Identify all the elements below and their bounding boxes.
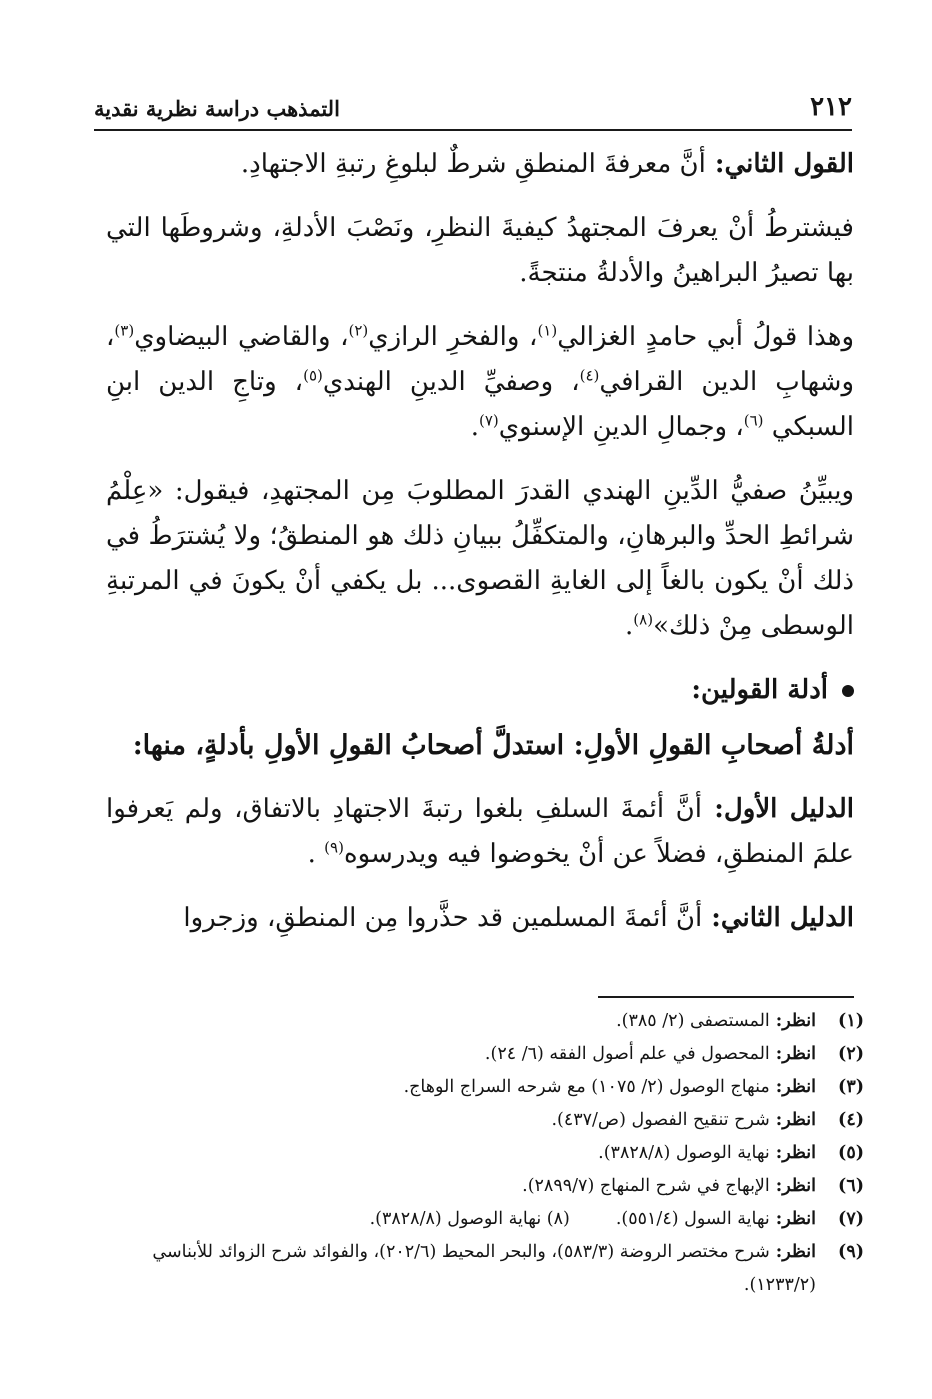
paragraph-quote bbox=[106, 469, 854, 649]
footnote-body bbox=[110, 1236, 816, 1302]
footnote-text: منهاج الوصول (٢/ ١٠٧٥) مع شرحه السراج الوهاج. bbox=[403, 1077, 770, 1097]
footnote-number: (٤) bbox=[838, 1110, 864, 1130]
footnote-text: نهاية الوصول (٣٨٢٨/٨). bbox=[369, 1209, 542, 1229]
footnote-number: (٥) bbox=[838, 1143, 864, 1163]
footnote bbox=[110, 1038, 864, 1071]
text-segment: ويبيِّنُ صفيُّ الدِّينِ الهندي القدرَ المطلوبَ مِن المجتهدِ، فيقول: «عِلْمُ شرائطِ الحدِّ والبرهانِ، والمتكفِّلُ ببيانِ ذلك هو المنطقُ؛ ولا يُشترَطُ في ذلك أنْ يكون بالغاً إلى الغايةِ القصوى... بل يكفي أنْ يكونَ في المرتبةِ الوسطى مِنْ ذلك» bbox=[106, 476, 854, 641]
bullet-icon bbox=[842, 685, 854, 697]
paragraph-lead: القول الثاني: bbox=[705, 149, 854, 179]
section-heading bbox=[106, 668, 854, 713]
footnote-ref[interactable]: (٨) bbox=[633, 610, 654, 629]
paragraph-lead: الدليل الأول: bbox=[701, 794, 854, 824]
footnote-number: (٦) bbox=[838, 1176, 864, 1196]
footnote-body bbox=[110, 1005, 816, 1038]
footnote-text: الإبهاج في شرح المنهاج (٢٨٩٩/٧). bbox=[522, 1176, 770, 1196]
footnote-ref[interactable]: (٤) bbox=[579, 366, 600, 385]
footnote-number: (١) bbox=[838, 1011, 864, 1031]
footnote-rule bbox=[598, 996, 854, 998]
footnote-body bbox=[110, 1203, 816, 1236]
text-segment: ، وتاجِ الدين ابنِ السبكي bbox=[106, 367, 854, 442]
text-segment: ، والقاضي البيضاوي bbox=[134, 322, 349, 352]
main-text bbox=[106, 142, 854, 960]
text-segment: ، وصفيِّ الدينِ الهندي bbox=[322, 367, 580, 397]
text-segment: . bbox=[470, 412, 479, 442]
footnote-number: (٧) bbox=[838, 1209, 864, 1229]
paragraph-second-opinion bbox=[106, 142, 854, 187]
text-segment: . bbox=[307, 839, 325, 869]
footnote bbox=[110, 1071, 864, 1104]
footnote-prefix: انظر: bbox=[775, 1143, 816, 1163]
footnote-inline bbox=[370, 1209, 570, 1229]
footnote-ref[interactable]: (٦) bbox=[743, 411, 764, 430]
footnote-body bbox=[110, 1038, 816, 1071]
footnote-ref[interactable]: (٢) bbox=[348, 321, 369, 340]
text-segment: ، وجمالِ الدينِ الإسنوي bbox=[498, 412, 744, 442]
footnotes bbox=[110, 1005, 864, 1302]
text-segment: ، وشهابِ الدين القرافي bbox=[106, 322, 854, 397]
paragraph-text: أنَّ أئمةَ السلفِ بلغوا رتبةَ الاجتهادِ بالاتفاق، ولم يَعرفوا علمَ المنطقِ، فضلاً عن أنْ يخوضوا فيه ويدرسوه bbox=[106, 794, 854, 869]
running-title: التمذهب دراسة نظرية نقدية bbox=[94, 96, 340, 121]
footnote-number: (٢) bbox=[838, 1044, 864, 1064]
footnote-prefix: انظر: bbox=[775, 1044, 816, 1064]
text-segment: ، والفخرِ الرازي bbox=[368, 322, 538, 352]
footnote-ref[interactable]: (٩) bbox=[324, 838, 344, 857]
footnote-text: نهاية السول (٥٥١/٤). bbox=[615, 1209, 770, 1229]
footnote-ref[interactable]: (٥) bbox=[303, 366, 323, 385]
footnote-prefix: انظر: bbox=[775, 1110, 816, 1130]
footnote bbox=[110, 1137, 864, 1170]
footnote bbox=[110, 1104, 864, 1137]
footnote-text: المحصول في علم أصول الفقه (٦/ ٢٤). bbox=[484, 1044, 770, 1064]
footnote-number: (٩) bbox=[838, 1242, 864, 1262]
footnote bbox=[110, 1005, 864, 1038]
paragraph-first-proof bbox=[106, 787, 854, 877]
footnote-prefix: انظر: bbox=[775, 1077, 816, 1097]
footnote-body bbox=[110, 1071, 816, 1104]
footnote-prefix: انظر: bbox=[775, 1242, 816, 1262]
header-rule bbox=[94, 129, 852, 131]
footnote-text: شرح تنقيح الفصول (ص/٤٣٧). bbox=[551, 1110, 770, 1130]
paragraph-text: فيشترطُ أنْ يعرفَ المجتهدُ كيفيةَ النظرِ، ونَصْبَ الأدلةِ، وشروطَها التي بها تصيرُ البراهينُ والأدلةُ منتجةً. bbox=[106, 213, 854, 288]
paragraph-text: أنَّ أئمةَ المسلمين قد حذَّروا مِن المنطقِ، وزجروا bbox=[183, 903, 703, 933]
paragraph-second-proof bbox=[106, 896, 854, 941]
text-segment: . bbox=[625, 611, 634, 641]
paragraph-first-proofs bbox=[106, 723, 854, 768]
footnote-number: (٨) bbox=[546, 1209, 570, 1229]
paragraph-lead: الدليل الثاني: bbox=[702, 903, 854, 933]
page-header bbox=[94, 92, 852, 128]
heading-text: أدلة القولين: bbox=[691, 675, 828, 705]
footnote-text: المستصفى (٢/ ٣٨٥). bbox=[616, 1011, 770, 1031]
paragraph-text: استدلَّ أصحابُ القولِ الأولِ بأدلةٍ، منها: bbox=[132, 730, 565, 761]
footnote-ref[interactable]: (١) bbox=[537, 321, 558, 340]
footnote-body bbox=[110, 1170, 816, 1203]
paragraph-scholars bbox=[106, 315, 854, 450]
footnote bbox=[110, 1170, 864, 1203]
page-number: ٢١٢ bbox=[810, 92, 852, 122]
text-segment: وهذا قولُ أبي حامدٍ الغزالي bbox=[557, 322, 854, 352]
footnote-ref[interactable]: (٧) bbox=[479, 411, 499, 430]
footnote-prefix: انظر: bbox=[775, 1176, 816, 1196]
footnote-prefix: انظر: bbox=[775, 1011, 816, 1031]
footnote-body bbox=[110, 1137, 816, 1170]
footnote bbox=[110, 1203, 864, 1236]
footnote-body bbox=[110, 1104, 816, 1137]
footnote-number: (٣) bbox=[838, 1077, 864, 1097]
footnote bbox=[110, 1236, 864, 1302]
paragraph-conditions bbox=[106, 206, 854, 296]
footnote-prefix: انظر: bbox=[775, 1209, 816, 1229]
footnote-ref[interactable]: (٣) bbox=[114, 321, 135, 340]
footnote-text: نهاية الوصول (٣٨٢٨/٨). bbox=[598, 1143, 770, 1163]
paragraph-text: أنَّ معرفةَ المنطقِ شرطٌ لبلوغِ رتبةِ الاجتهادِ. bbox=[240, 149, 706, 179]
footnote-text: شرح مختصر الروضة (٥٨٣/٣)، والبحر المحيط (٢٠٢/٦)، والفوائد شرح الزوائد للأبناسي (١٢٣٣/٢). bbox=[152, 1242, 816, 1295]
paragraph-lead: أدلةُ أصحابِ القولِ الأولِ: bbox=[564, 730, 854, 761]
